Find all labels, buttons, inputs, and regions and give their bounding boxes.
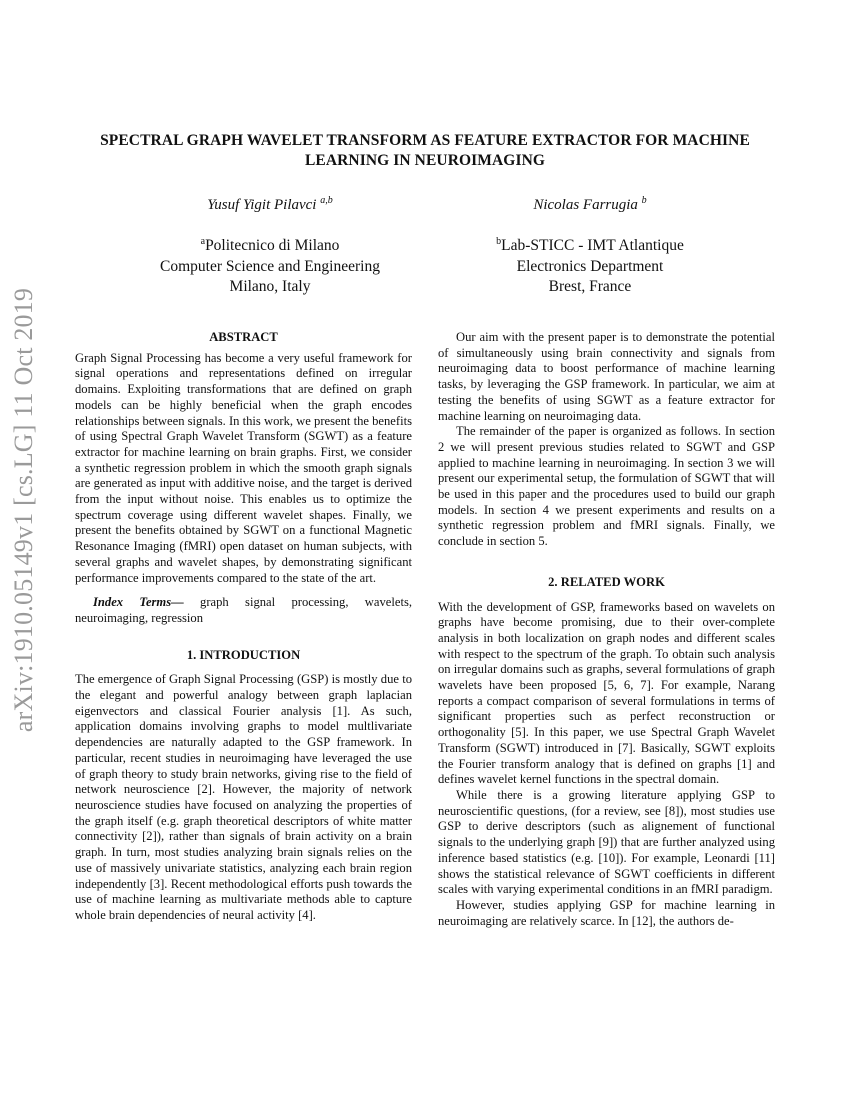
affiliation-2-line-3: Brest, France [548,278,632,296]
right-column [438,330,775,929]
related-work-paragraph-2: While there is a growing literature applying GSP to neuroscientific questions, (for a review, see [8]), most studies use GSP to derive descriptors (such as alignement of functional signals to the underlying graph [9]) that are further analyzed using inference based statistics (e.g. [10]). For example, Leonardi [11] shows the statistical relevance of SGWT coefficients in different scales with varying experimental conditions in an fMRI paradigm. [438,787,775,897]
intro-paragraph-2: Our aim with the present paper is to demonstrate the potential of simultaneously using brain connectivity and signals from neuroimaging data to boost performance of machine learning tasks, by leveraging the GSP framework. In particular, we aim at testing the benefits of using SGWT as a feature extractor for machine learning on neuroimaging data. [438,330,775,423]
affiliation-1-sup: a [200,236,206,247]
index-terms-label: Index Terms— [93,595,184,610]
author-2-name: Nicolas Farrugia [533,197,638,213]
affiliation-1-line-2: Computer Science and Engineering [160,257,380,275]
arxiv-identifier [4,287,44,733]
index-terms-text: graph signal processing, wavelets, neuroimaging, regression [75,595,412,625]
author-2-sup: b [641,195,647,206]
paper-title: SPECTRAL GRAPH WAVELET TRANSFORM AS FEATURE EXTRACTOR FOR MACHINE LEARNING IN NEUROIMAGING [100,132,750,169]
introduction-heading: 1. INTRODUCTION [186,647,301,662]
introduction-paragraph-1: The emergence of Graph Signal Processing (GSP) is mostly due to the elegant and powerful analogy between graph laplacian eigenvectors and classical Fourier analysis [1]. As such, application domains involving graphs to model multlivariate dependencies are naturally adapted to the GSP framework. In particular, recent studies in neuroimaging have leveraged the use of graph theory to study brain networks, giving rise to the field of network neuroscience [2]. However, the majority of network neuroscience studies have focused on analyzing the properties of the graph itself (e.g. graph theoretical descriptors of white matter connectivity [2]), rather than signals of brain activity on a brain graph. In turn, most studies analyzing brain signals relies on the use of massively univariate statistics, analyzing each brain region independently [3]. Recent methodological efforts push towards the use of machine learning as multivariate methods able to capture whole brain dependencies of neural activity [4]. [75,672,412,922]
affiliation-1-line-1: Politecnico di Milano [205,237,340,255]
affiliation-2 [440,232,740,298]
left-column [75,330,412,924]
author-1 [120,195,420,214]
index-terms [75,595,412,626]
affiliation-2-sup: b [496,236,502,247]
affiliation-2-line-1: Lab-STICC - IMT Atlantique [501,237,684,255]
affiliation-1-line-3: Milano, Italy [229,278,311,296]
affiliation-2-line-2: Electronics Department [516,257,664,275]
author-1-name: Yusuf Yigit Pilavci [207,197,317,213]
abstract-heading: ABSTRACT [209,330,278,344]
related-work-heading: 2. RELATED WORK [548,574,665,589]
abstract-text: Graph Signal Processing has become a very useful framework for signal operations and representations defined on irregular domains. Exploiting transformations that are defined on graph models can be highly beneficial when the graph encodes relationships between signals. In this work, we present the benefits of using Spectral Graph Wavelet Transform (SGWT) as a feature extractor for machine learning on brain graphs. First, we consider a synthetic regression problem in which the smooth graph signals are generated as input with additive noise, and the target is derived from the input without noise. This enables us to optimize the spectrum coverage using different wavelet shapes. Finally, we present the benefits obtained by SGWT on a functional Magnetic Resonance Imaging (fMRI) open dataset on human subjects, with several graphs and wavelet shapes, by demonstrating significant performance improvements compared to the state of the art. [75,350,412,585]
affiliation-1 [120,232,420,298]
related-work-paragraph-3: However, studies applying GSP for machine learning in neuroimaging are relatively scarce. In [12], the authors de- [438,897,775,928]
intro-paragraph-3: The remainder of the paper is organized as follows. In section 2 we will present previous studies related to SGWT and GSP applied to machine learning in neuroimaging. In section 3 we will present our experimental setup, the formulation of SGWT that will be used in this paper and the procedures used to build our graph models. In section 4 we present experiments and results on a synthetic regression problem and fMRI signals. Finally, we conclude in section 5. [438,424,775,549]
author-2 [440,195,740,214]
related-work-paragraph-1: With the development of GSP, frameworks based on wavelets on graphs have become promising, due to their over-complete analysis in both localization on graph nodes and different scales with respect to the spectrum of the graph. To obtain such analysis on irregular domains such as graphs, several formulations of graph wavelets have been proposed [5, 6, 7]. For example, Narang reports a compact comparison of several formulations in terms of significant properties such as perfect reconstruction or orthogonality [5]. In this paper, we use Spectral Graph Wavelet Transform (SGWT) introduced in [7]. Basically, SGWT exploits the Fourier transform analogy that is defined on graphs [1] and defines wavelet kernel functions in the spectral domain. [438,599,775,787]
author-1-sup: a,b [320,195,333,206]
arxiv-id-text: arXiv:1910.05149v1 [cs.LG] 11 Oct 2019 [9,287,39,733]
